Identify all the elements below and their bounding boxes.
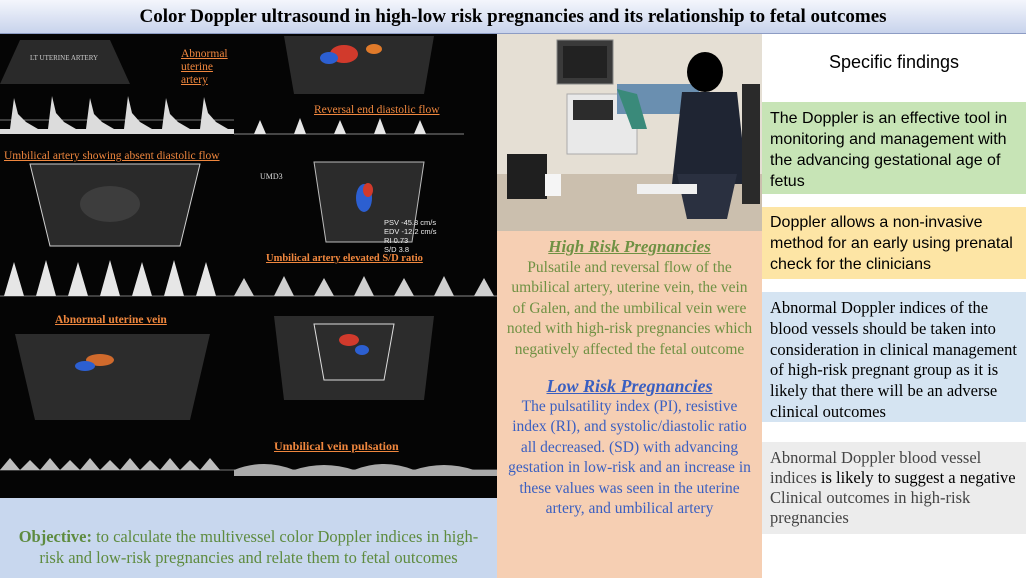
high-risk-heading: High Risk Pregnancies xyxy=(548,237,711,256)
caption-abnormal-uterine-artery: Abnormal uterine artery xyxy=(181,48,228,86)
measurement-readout xyxy=(384,218,474,254)
risk-summary-panel xyxy=(497,231,762,578)
measurement-sd: S/D 3.8 xyxy=(384,245,410,254)
finding-3: Abnormal Doppler indices of the blood vessels should be taken into consideration in clinical management of high-risk pregnant group as it is likely that there will be an adverse clinical outcomes xyxy=(762,292,1026,422)
caption-elevated-sd: Umbilical artery elevated S/D ratio xyxy=(266,253,423,264)
measurement-edv: EDV -12.2 cm/s xyxy=(384,227,437,236)
ultrasound-elevated-sd xyxy=(234,146,497,310)
finding-4-part-c: Clinical outcomes in high-risk pregnancies xyxy=(770,488,971,527)
measurement-ri: RI 0.73 xyxy=(384,236,409,245)
finding-4-part-b: is likely to suggest a negative xyxy=(820,468,1016,487)
objective-label: Objective: xyxy=(18,527,93,546)
measurement-psv: PSV -45.8 cm/s xyxy=(384,218,437,227)
objective-text: to calculate the multivessel color Doppler indices in high-risk and low-risk pregnancies and relate them to fetal outcomes xyxy=(39,527,479,567)
panel-label-umd3: UMD3 xyxy=(260,172,283,181)
ultrasound-vein-pulsation xyxy=(234,310,497,498)
high-risk-text: Pulsatile and reversal flow of the umbilical artery, uterine vein, the vein of Galen, and the umbilical vein were noted with high-risk pregnancies which negatively affected the fetal outcome xyxy=(506,258,753,358)
caption-absent-diastolic: Umbilical artery showing absent diastolic flow xyxy=(4,150,220,162)
low-risk-heading: Low Risk Pregnancies xyxy=(546,376,713,396)
doppler-waveform-vein-pulsation xyxy=(234,310,497,498)
caption-abnormal-uterine-vein: Abnormal uterine vein xyxy=(55,314,167,326)
poster-title: Color Doppler ultrasound in high-low risk pregnancies and its relationship to fetal outcomes xyxy=(0,0,1026,34)
finding-4 xyxy=(762,442,1026,534)
doppler-waveform-reversal xyxy=(234,34,497,146)
finding-1: The Doppler is an effective tool in monitoring and management with the advancing gestational age of fetus xyxy=(762,102,1026,194)
ultrasound-absent-diastolic xyxy=(0,146,234,310)
doppler-waveform-uterine-vein xyxy=(0,310,234,498)
ultrasound-reversal-flow xyxy=(234,34,497,146)
findings-title: Specific findings xyxy=(828,52,960,72)
objective-box xyxy=(0,498,497,578)
caption-vein-pulsation: Umbilical vein pulsation xyxy=(274,439,399,453)
panel-label-lt-uterine-artery: LT UTERINE ARTERY xyxy=(30,54,99,62)
low-risk-text: The pulsatility index (PI), resistive index (RI), and systolic/diastolic ratio all decreased. (SD) with advancing gestation in low-risk and an increase in these values was seen in the uterine artery, and umbilical artery xyxy=(508,397,751,517)
caption-reversal-flow: Reversal end diastolic flow xyxy=(314,104,440,116)
clinician-photo-illustration xyxy=(497,34,762,231)
doppler-waveform-absent-diastolic xyxy=(0,146,234,310)
clinician-photo xyxy=(497,34,762,231)
finding-4-part-a: Abnormal Doppler blood vessel indices xyxy=(770,448,982,487)
finding-2: Doppler allows a non-invasive method for an early using prenatal check for the clinicians xyxy=(762,207,1026,279)
ultrasound-abnormal-uterine-vein xyxy=(0,310,234,498)
ultrasound-abnormal-uterine-artery xyxy=(0,34,234,146)
